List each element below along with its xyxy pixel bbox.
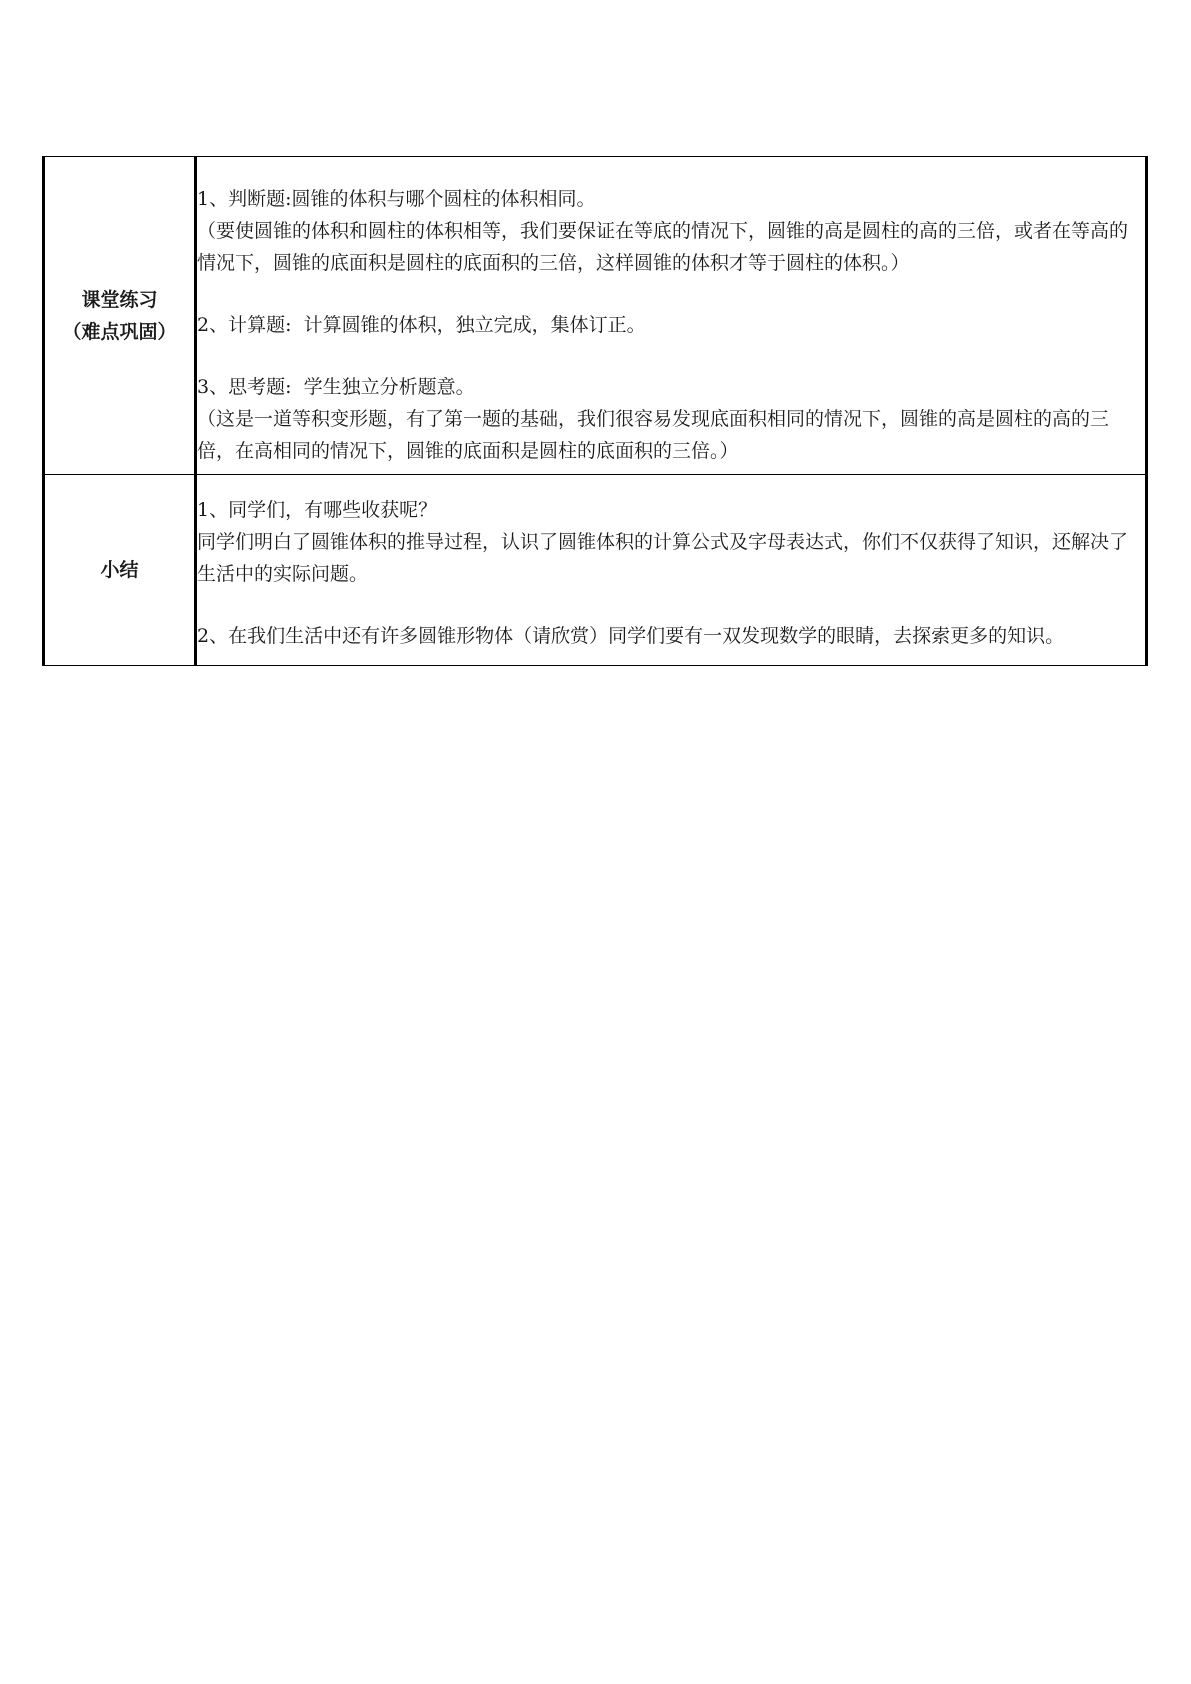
item-heading: 2、计算题: 计算圆锥的体积，独立完成，集体订正。 (197, 313, 646, 336)
row-content-summary (196, 475, 1147, 666)
lesson-plan-table (42, 156, 1148, 666)
row-label-line: 小结 (100, 559, 139, 581)
row-label-line: 课堂练习 (81, 288, 158, 311)
item-body: （要使圆锥的体积和圆柱的体积相等，我们要保证在等底的情况下，圆锥的高是圆柱的高的三倍，或者在等高的情况下，圆锥的底面积是圆柱的底面积的三倍，这样圆锥的体积才等于圆柱的体积。） (197, 219, 1129, 274)
item-heading: 3、思考题: 学生独立分析题意。 (197, 375, 475, 398)
item-body: （这是一道等积变形题，有了第一题的基础，我们很容易发现底面积相同的情况下，圆锥的高是圆柱的高的三倍，在高相同的情况下，圆锥的底面积是圆柱的底面积的三倍。） (197, 407, 1110, 462)
table-row-summary (44, 475, 1147, 666)
item-heading: 1、判断题:圆锥的体积与哪个圆柱的体积相同。 (197, 187, 596, 210)
row-label-practice (44, 157, 196, 475)
row-label-summary (44, 475, 196, 666)
row-label-line: （难点巩固） (62, 320, 177, 343)
row-content-practice (196, 157, 1147, 475)
item-heading: 2、在我们生活中还有许多圆锥形物体（请欣赏）同学们要有一双发现数学的眼睛，去探索更多的知识。 (197, 625, 1065, 647)
item-heading: 1、同学们，有哪些收获呢？ (197, 499, 438, 521)
table-row-practice (44, 157, 1147, 475)
item-body: 同学们明白了圆锥体积的推导过程，认识了圆锥体积的计算公式及字母表达式，你们不仅获得了知识，还解决了生活中的实际问题。 (197, 531, 1129, 585)
